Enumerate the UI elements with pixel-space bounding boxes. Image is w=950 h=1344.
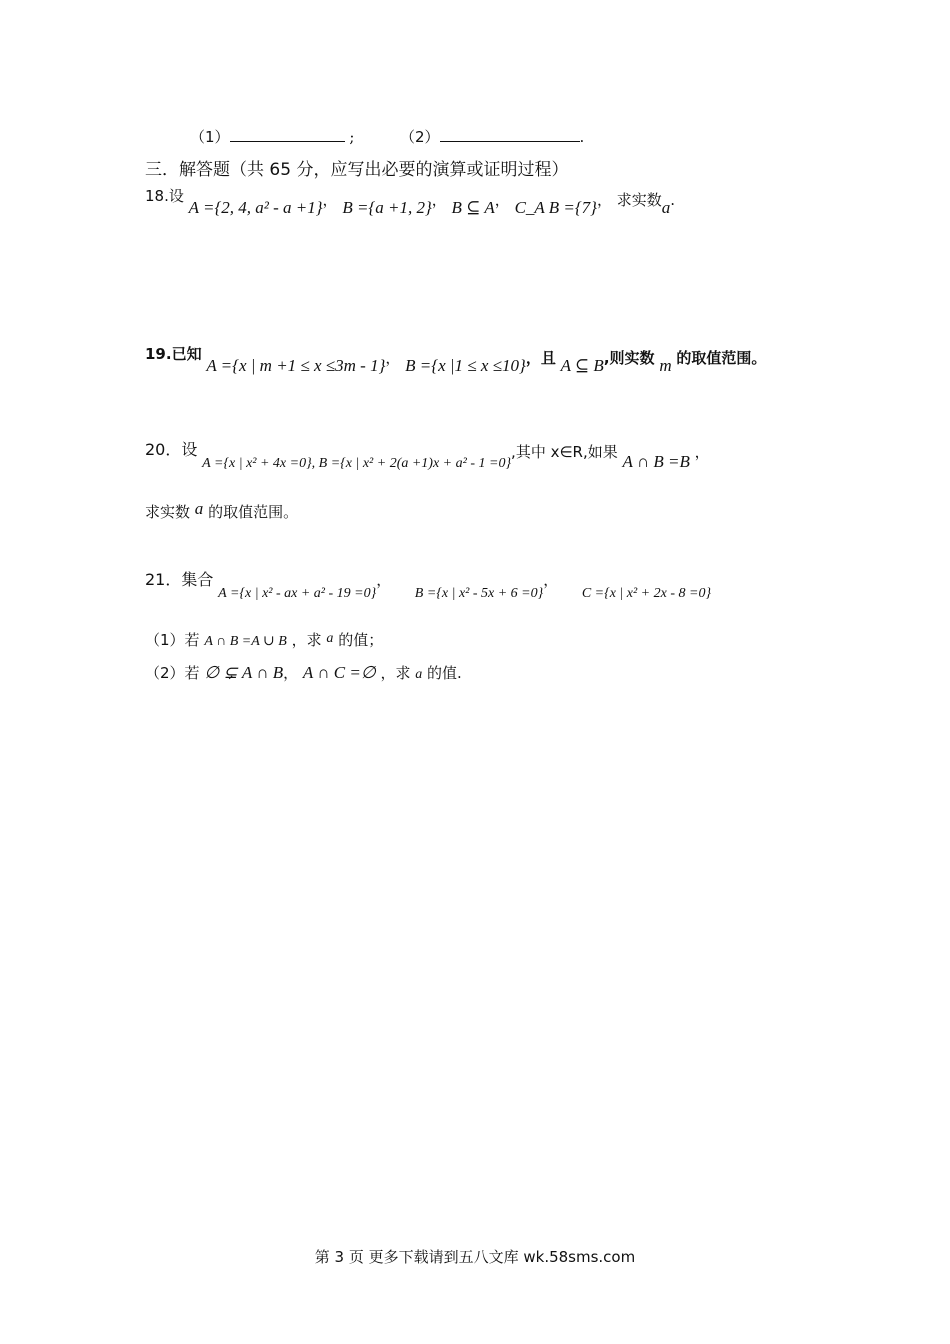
q19-variable: m xyxy=(659,356,672,375)
blank-2 xyxy=(440,127,580,142)
section-heading: 三．解答题（共 65 分，应写出必要的演算或证明过程） xyxy=(145,160,569,180)
q21-part1-label: （1）若 xyxy=(145,631,200,649)
q18-sep2: ， xyxy=(431,191,447,209)
question-21-part-2 xyxy=(145,663,462,685)
q20-mid: ,其中 x∈R,如果 xyxy=(511,443,618,461)
q21-part2-label: （2）若 xyxy=(145,664,200,682)
q21-part2-condition-2: A ∩ C =∅ xyxy=(302,663,376,682)
question-20 xyxy=(145,440,710,471)
q20-line2-pre: 求实数 xyxy=(145,503,191,521)
q18-sep3: ， xyxy=(494,191,510,209)
item1-label: （1） xyxy=(190,128,230,146)
question-21-part-1 xyxy=(145,630,383,652)
page-footer: 第 3 页 更多下载请到五八文库 wk.58sms.com xyxy=(314,1248,636,1266)
q21-part2-sep: ， xyxy=(283,664,299,682)
question-21 xyxy=(145,570,712,601)
q19-set-a: A ={x | m +1 ≤ x ≤3m - 1} xyxy=(206,356,386,375)
q20-sets: A ={x | x² + 4x =0}, B ={x | x² + 2(a +1)x + a² - 1 =0} xyxy=(202,456,512,471)
item1-separator: ; xyxy=(349,128,355,146)
item2-end: . xyxy=(579,128,585,146)
q18-variable: a xyxy=(661,198,671,217)
q21-part2-variable: a xyxy=(415,667,423,682)
q19-sep1: ， xyxy=(385,349,401,367)
q20-sep: ， xyxy=(694,443,710,461)
q21-part1-condition: A ∩ B =A ∪ B xyxy=(204,634,287,649)
question-20-line-2 xyxy=(145,499,299,522)
fill-in-row xyxy=(190,127,354,147)
q21-sep1: ， xyxy=(376,571,392,589)
q20-number: 20．设 xyxy=(145,440,198,459)
q19-number: 19.已知 xyxy=(145,345,202,363)
q18-set-b: B ={a +1, 2} xyxy=(342,198,432,217)
q18-set-a: A ={2, 4, a² - a +1} xyxy=(188,198,323,217)
q21-part2-tail: 的值. xyxy=(427,664,462,682)
q18-condition-subset: B ⊆ A xyxy=(451,198,495,217)
q19-sep2: ，且 xyxy=(525,349,556,367)
q21-part1-ask: ，求 xyxy=(291,631,322,649)
q19-condition: A ⊆ B xyxy=(560,356,604,375)
q18-condition-complement: C_A B ={7} xyxy=(514,198,597,217)
item2-label: （2） xyxy=(400,128,440,146)
q20-line2-tail: 的取值范围。 xyxy=(208,503,299,521)
q18-sep1: ， xyxy=(322,191,338,209)
q21-set-a: A ={x | x² - ax + a² - 19 =0} xyxy=(218,586,377,601)
q21-part2-condition: ∅ ⊊ A ∩ B xyxy=(204,663,284,682)
blank-1 xyxy=(230,127,345,142)
q18-end: . xyxy=(670,191,676,209)
q19-tail: 的取值范围。 xyxy=(676,349,767,367)
q21-part2-ask: ，求 xyxy=(380,664,411,682)
q21-set-b: B ={x | x² - 5x + 6 =0} xyxy=(414,586,544,601)
q21-part1-tail: 的值； xyxy=(338,631,384,649)
q21-set-c: C ={x | x² + 2x - 8 =0} xyxy=(581,586,712,601)
q21-sep2: ， xyxy=(543,571,559,589)
q20-condition: A ∩ B =B xyxy=(622,452,690,471)
question-19 xyxy=(145,345,767,375)
q21-number: 21．集合 xyxy=(145,570,214,589)
q19-ask: ,则实数 xyxy=(603,349,655,367)
q18-sep4: ， xyxy=(596,191,612,209)
q18-number: 18.设 xyxy=(145,187,184,205)
question-18 xyxy=(145,187,676,217)
q21-part1-variable: a xyxy=(326,631,334,646)
fill-in-row-2 xyxy=(400,127,584,147)
q20-line2-variable: a xyxy=(194,499,204,518)
q18-ask: 求实数 xyxy=(616,191,662,209)
q19-set-b: B ={x |1 ≤ x ≤10} xyxy=(405,356,526,375)
